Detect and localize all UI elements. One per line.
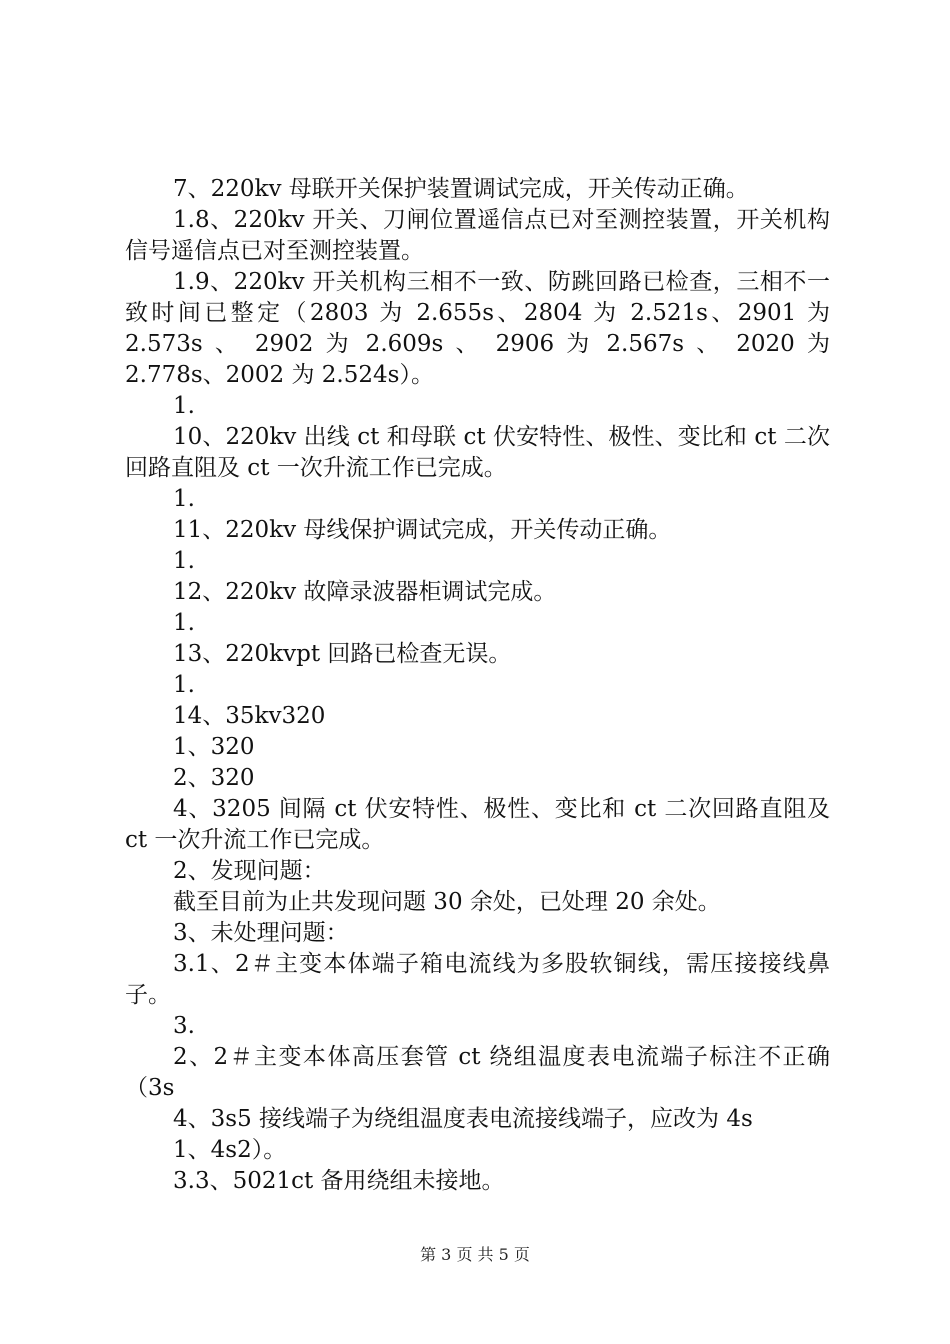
paragraph: 7、220kv 母联开关保护装置调试完成，开关传动正确。 [173,176,749,202]
paragraph: 14、35kv320 [173,703,326,729]
paragraph: 2、发现问题： [173,858,326,884]
paragraph: 10、220kv 出线 ct 和母联 ct 伏安特性、极性、变比和 ct 二次回路直阻及 ct 一次升流工作已完成。 [125,424,830,481]
paragraph: 1.8、220kv 开关、刀闸位置遥信点已对至测控装置，开关机构信号遥信点已对至测控装置。 [125,207,830,264]
paragraph: 3.1、2＃主变本体端子箱电流线为多股软铜线，需压接接线鼻子。 [125,951,830,1008]
paragraph: 1. [173,486,195,512]
page-number-footer: 第 3 页 共 5 页 [420,1245,530,1264]
paragraph: 13、220kvpt 回路已检查无误。 [173,641,512,667]
paragraph: 3、未处理问题： [173,920,349,946]
paragraph: 1、4s2）。 [173,1137,287,1163]
paragraph: 12、220kv 故障录波器柜调试完成。 [173,579,557,605]
paragraph: 2、2＃主变本体高压套管 ct 绕组温度表电流端子标注不正确（3s [125,1044,830,1101]
paragraph: 截至目前为止共发现问题 30 余处，已处理 20 余处。 [173,889,721,915]
paragraph: 11、220kv 母线保护调试完成，开关传动正确。 [173,517,672,543]
paragraph: 1. [173,672,195,698]
paragraph: 1. [173,610,195,636]
paragraph: 1、320 [173,734,255,760]
paragraph: 3.3、5021ct 备用绕组未接地。 [173,1168,505,1194]
paragraph: 1. [173,548,195,574]
document-body [125,174,830,1197]
paragraph: 2、320 [173,765,255,791]
paragraph: 4、3205 间隔 ct 伏安特性、极性、变比和 ct 二次回路直阻及 ct 一次升流工作已完成。 [125,796,830,853]
paragraph: 1.9、220kv 开关机构三相不一致、防跳回路已检查，三相不一致时间已整定（2803 为 2.655s、2804 为 2.521s、2901 为 2.573s 、 2902 为 2.609s 、 2906 为 2.567s 、 2020 为 2.778s、2002 为 2.524s）。 [125,269,830,388]
paragraph: 1. [173,393,195,419]
paragraph: 3. [173,1013,195,1039]
paragraph: 4、3s5 接线端子为绕组温度表电流接线端子，应改为 4s [173,1106,753,1132]
